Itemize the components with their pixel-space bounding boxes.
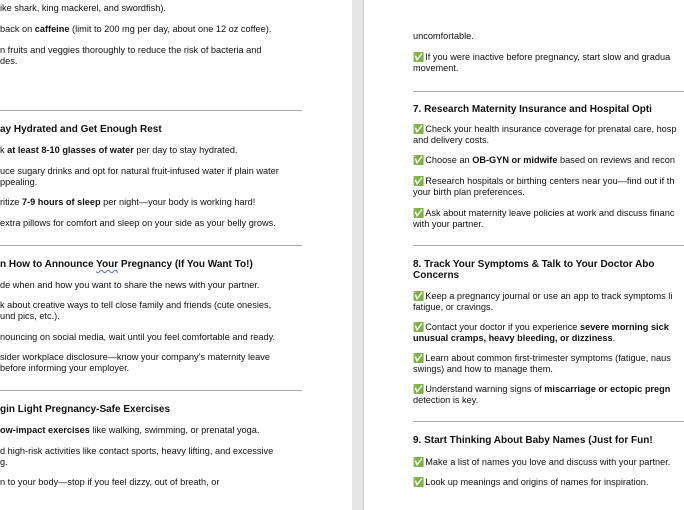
paragraph-list: ✅Make a list of names you love and discuss with your partner. <box>413 457 671 467</box>
paragraph-uncomfortable: uncomfortable. <box>413 31 474 41</box>
section-separator <box>413 421 684 422</box>
checkmark-icon: ✅ <box>413 208 425 218</box>
paragraph-workplace-line-1: sider workplace disclosure—know your company’s maternity leave <box>0 352 270 362</box>
paragraph-listen: n to your body—stop if you feel dizzy, out of breath, or <box>0 477 220 487</box>
paragraph-leave-line-1: ✅Ask about maternity leave policies at work and discuss financ <box>413 208 675 218</box>
paragraph-social: nouncing on social media, wait until you feel comfortable and ready. <box>0 332 276 342</box>
paragraph-wash-line-2: des. <box>0 56 18 66</box>
paragraph-sleep: ritize 7-9 hours of sleep per night—your body is working hard! <box>0 197 256 207</box>
checkmark-icon: ✅ <box>413 353 425 363</box>
paragraph-workplace-line-2: before informing your employer. <box>0 363 130 373</box>
paragraph-caffeine: back on caffeine (limit to 200 mg per day, about one 12 oz coffee). <box>0 24 272 34</box>
section-separator <box>413 91 684 92</box>
paragraph-coverage-line-2: and delivery costs. <box>413 135 490 145</box>
paragraph-journal-line-2: fatigue, or cravings. <box>413 302 494 312</box>
heading-symptoms-line-2: Concerns <box>413 270 460 281</box>
paragraph-coverage-line-1: ✅Check your health insurance coverage for prenatal care, hosp <box>413 124 677 134</box>
paragraph-avoid-line-1: d high-risk activities like contact sports, heavy lifting, and excessive <box>0 446 274 456</box>
checkmark-icon: ✅ <box>413 155 425 165</box>
paragraph-decide: de when and how you want to share the news with your partner. <box>0 280 260 290</box>
paragraph-wash-line-1: n fruits and veggies thoroughly to reduce the risk of bacteria and <box>0 45 262 55</box>
section-separator <box>0 245 302 246</box>
paragraph-contact-line-1: ✅Contact your doctor if you experience severe morning sick <box>413 322 669 332</box>
paragraph-inactive-line-1: ✅If you were inactive before pregnancy, start slow and gradua <box>413 52 671 62</box>
paragraph-creative-line-1: k about creative ways to tell close family and friends (cute onesies, <box>0 300 272 310</box>
paragraph-obgyn: ✅Choose an OB-GYN or midwife based on reviews and recon <box>413 155 675 165</box>
checkmark-icon: ✅ <box>413 457 425 467</box>
heading-announce: n How to Announce Your Pregnancy (If You Want To!) <box>0 259 253 270</box>
paragraph-pillows: extra pillows for comfort and sleep on your side as your belly grows. <box>0 218 276 228</box>
paragraph-leave-line-2: with your partner. <box>413 219 484 229</box>
heading-hydrated: ay Hydrated and Get Enough Rest <box>0 124 162 135</box>
paragraph-warning-line-2: detection is key. <box>413 395 479 405</box>
paragraph-avoid-line-2: g. <box>0 457 8 467</box>
checkmark-icon: ✅ <box>413 322 425 332</box>
paragraph-creative-line-2: und pics, etc.). <box>0 311 60 321</box>
checkmark-icon: ✅ <box>413 477 425 487</box>
paragraph-learn-line-2: swings) and how to manage them. <box>413 364 553 374</box>
checkmark-icon: ✅ <box>413 384 425 394</box>
checkmark-icon: ✅ <box>413 291 425 301</box>
section-separator <box>0 390 302 391</box>
paragraph-seafood: ike shark, king mackerel, and swordfish). <box>0 3 166 13</box>
paragraph-hospitals-line-1: ✅Research hospitals or birthing centers near you—find out if th <box>413 176 675 186</box>
paragraph-journal-line-1: ✅Keep a pregnancy journal or use an app to track symptoms li <box>413 291 673 301</box>
page-gap <box>352 0 364 510</box>
spellcheck-word: Your <box>96 259 119 270</box>
checkmark-icon: ✅ <box>413 176 425 186</box>
paragraph-hospitals-line-2: your birth plan preferences. <box>413 187 525 197</box>
paragraph-contact-line-2: unusual cramps, heavy bleeding, or dizziness. <box>413 333 616 343</box>
document-page-right <box>364 0 684 510</box>
paragraph-learn-line-1: ✅Learn about common first-trimester symptoms (fatigue, naus <box>413 353 671 363</box>
paragraph-warning-line-1: ✅Understand warning signs of miscarriage or ectopic pregn <box>413 384 671 394</box>
paragraph-water: k at least 8-10 glasses of water per day to stay hydrated. <box>0 145 238 155</box>
heading-names: 9. Start Thinking About Baby Names (Just for Fun! <box>413 435 653 446</box>
heading-exercise: gin Light Pregnancy-Safe Exercises <box>0 404 171 415</box>
paragraph-inactive-line-2: movement. <box>413 63 459 73</box>
heading-insurance: 7. Research Maternity Insurance and Hospital Opti <box>413 104 652 115</box>
paragraph-sugary-line-1: uce sugary drinks and opt for natural fruit-infused water if plain water <box>0 166 279 176</box>
paragraph-sugary-line-2: ppealing. <box>0 177 38 187</box>
paragraph-meanings: ✅Look up meanings and origins of names for inspiration. <box>413 477 649 487</box>
paragraph-low-impact: ow-impact exercises like walking, swimming, or prenatal yoga. <box>0 425 260 435</box>
checkmark-icon: ✅ <box>413 124 425 134</box>
section-separator <box>413 245 684 246</box>
checkmark-icon: ✅ <box>413 52 425 62</box>
heading-symptoms-line-1: 8. Track Your Symptoms & Talk to Your Doctor Abo <box>413 259 655 270</box>
section-separator <box>0 110 302 111</box>
